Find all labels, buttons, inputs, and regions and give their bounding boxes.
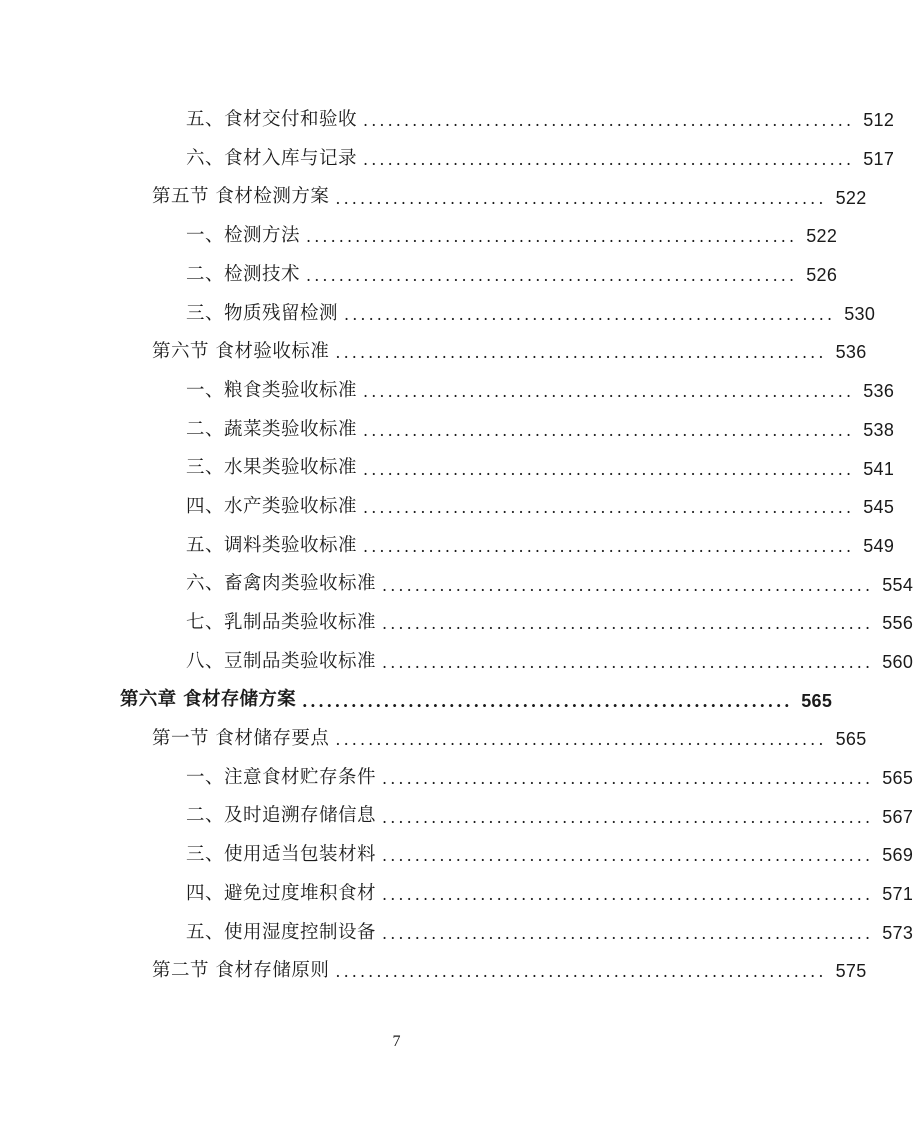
toc-item-row[interactable] [0, 797, 913, 836]
toc-entry-page: 565 [835, 729, 867, 750]
toc-entry-title: 第五节 食材检测方案 [152, 186, 330, 208]
dot-leader: ............................................................ [382, 807, 874, 827]
toc-entry-title: 第一节 食材储存要点 [152, 728, 330, 750]
dot-leader: ............................................................ [382, 885, 874, 905]
dot-leader: ............................................................ [382, 846, 874, 866]
toc-entry-page: 565 [801, 690, 833, 711]
toc-entry-title: 七、乳制品类验收标准 [186, 612, 377, 634]
toc-item-row[interactable] [0, 140, 895, 179]
toc-entry-title: 第二节 食材存储原则 [152, 960, 330, 982]
toc-entry-page: 575 [835, 961, 867, 982]
dot-leader: ............................................................ [382, 614, 874, 634]
toc-chapter-row[interactable] [0, 681, 833, 720]
toc-entry-page: 556 [882, 613, 913, 634]
dot-leader: ............................................................ [363, 459, 855, 479]
toc-entry-title: 五、调料类验收标准 [186, 534, 358, 556]
toc-section-row[interactable] [0, 333, 867, 372]
toc-entry-page: 522 [835, 187, 867, 208]
toc-section-row[interactable] [0, 178, 867, 217]
dot-leader: ............................................................ [335, 962, 827, 982]
dot-leader: ............................................................ [363, 498, 855, 518]
dot-leader: ............................................................ [382, 769, 874, 789]
toc-item-row[interactable] [0, 294, 876, 333]
toc-entry-title: 四、水产类验收标准 [186, 495, 358, 517]
toc-entry-title: 一、注意食材贮存条件 [186, 766, 377, 788]
toc-item-row[interactable] [0, 372, 895, 411]
toc-item-row[interactable] [0, 449, 895, 488]
toc-entry-title: 三、物质残留检测 [186, 302, 339, 324]
toc-item-row[interactable] [0, 217, 838, 256]
toc-entry-title: 六、食材入库与记录 [186, 147, 358, 169]
toc-entry-title: 四、避免过度堆积食材 [186, 882, 377, 904]
toc-entry-page: 554 [882, 574, 913, 595]
toc-item-row[interactable] [0, 527, 895, 566]
toc-item-row[interactable] [0, 875, 913, 914]
toc-entry-page: 571 [882, 884, 913, 905]
toc-entry-page: 549 [863, 535, 895, 556]
dot-leader: ............................................................ [363, 150, 855, 170]
toc-entry-page: 517 [863, 149, 895, 170]
toc-item-row[interactable] [0, 565, 913, 604]
page-number: 7 [392, 1033, 401, 1050]
toc-entry-title: 一、粮食类验收标准 [186, 379, 358, 401]
toc-item-row[interactable] [0, 488, 895, 527]
toc-item-row[interactable] [0, 913, 913, 952]
toc-entry-title: 二、检测技术 [186, 263, 301, 285]
toc-entry-page: 536 [835, 342, 867, 363]
dot-leader: ............................................................ [382, 652, 874, 672]
toc-entry-page: 567 [882, 806, 913, 827]
toc-entry-page: 526 [806, 265, 838, 286]
toc-entry-page: 573 [882, 922, 913, 943]
toc-entry-page: 541 [863, 458, 895, 479]
toc-entry-title: 三、水果类验收标准 [186, 457, 358, 479]
dot-leader: ............................................................ [335, 188, 827, 208]
dot-leader: ............................................................ [382, 575, 874, 595]
toc-item-row[interactable] [0, 256, 838, 295]
dot-leader: ............................................................ [335, 343, 827, 363]
dot-leader: ............................................................ [344, 304, 836, 324]
dot-leader: ............................................................ [335, 730, 827, 750]
dot-leader: ............................................................ [306, 227, 798, 247]
toc-item-row[interactable] [0, 604, 913, 643]
dot-leader: ............................................................ [301, 691, 793, 711]
toc-entry-page: 565 [882, 768, 913, 789]
toc-entry-title: 二、蔬菜类验收标准 [186, 418, 358, 440]
dot-leader: ............................................................ [382, 923, 874, 943]
table-of-contents [0, 101, 913, 991]
toc-entry-title: 三、使用适当包装材料 [186, 844, 377, 866]
toc-entry-title: 第六章 食材存储方案 [120, 689, 296, 711]
toc-entry-title: 八、豆制品类验收标准 [186, 650, 377, 672]
toc-entry-title: 二、及时追溯存储信息 [186, 805, 377, 827]
toc-entry-title: 一、检测方法 [186, 225, 301, 247]
toc-entry-page: 560 [882, 651, 913, 672]
toc-entry-page: 512 [863, 110, 895, 131]
dot-leader: ............................................................ [363, 536, 855, 556]
toc-entry-title: 第六节 食材验收标准 [152, 341, 330, 363]
toc-entry-page: 545 [863, 497, 895, 518]
toc-item-row[interactable] [0, 759, 913, 798]
toc-entry-title: 六、畜禽肉类验收标准 [186, 573, 377, 595]
toc-item-row[interactable] [0, 411, 895, 450]
toc-entry-page: 536 [863, 381, 895, 402]
toc-entry-page: 530 [844, 303, 876, 324]
toc-item-row[interactable] [0, 643, 913, 682]
toc-entry-page: 522 [806, 226, 838, 247]
dot-leader: ............................................................ [306, 266, 798, 286]
toc-item-row[interactable] [0, 101, 895, 140]
dot-leader: ............................................................ [363, 382, 855, 402]
toc-section-row[interactable] [0, 720, 867, 759]
dot-leader: ............................................................ [363, 420, 855, 440]
toc-entry-title: 五、使用湿度控制设备 [186, 921, 377, 943]
toc-section-row[interactable] [0, 952, 867, 991]
dot-leader: ............................................................ [363, 111, 855, 131]
toc-entry-page: 538 [863, 419, 895, 440]
toc-entry-page: 569 [882, 845, 913, 866]
toc-item-row[interactable] [0, 836, 913, 875]
toc-entry-title: 五、食材交付和验收 [186, 109, 358, 131]
